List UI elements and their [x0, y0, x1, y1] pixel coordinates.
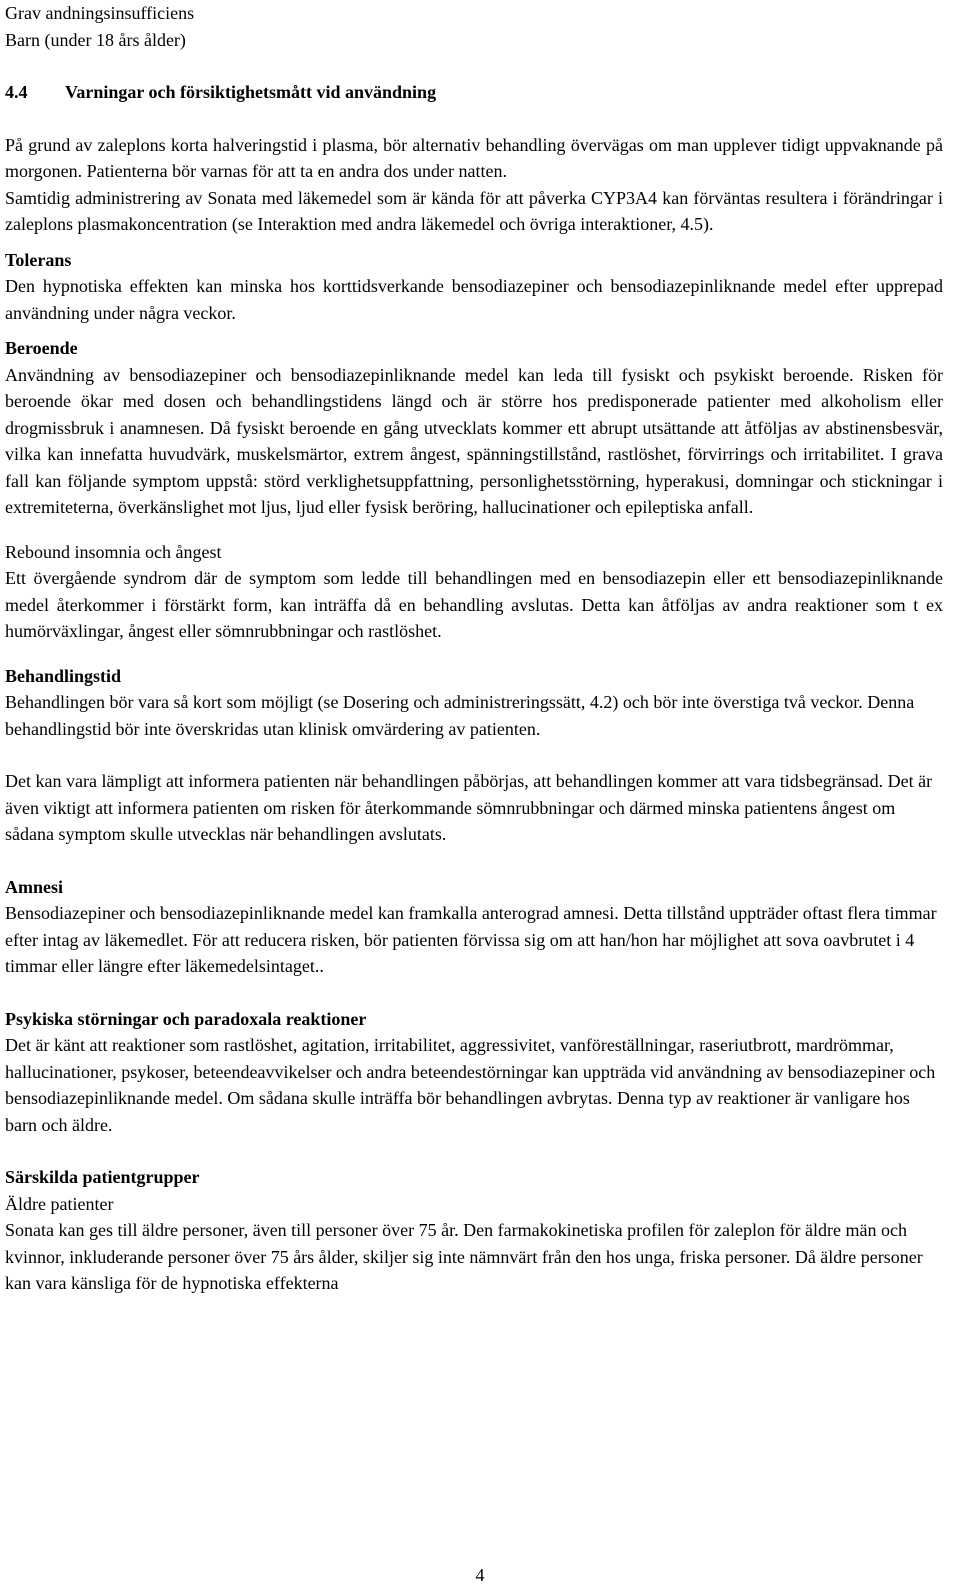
subheading-aldre: Äldre patienter: [5, 1193, 114, 1214]
condition-line: Grav andningsinsufficiens: [5, 3, 195, 23]
document-page: [5, 0, 943, 1297]
heading-beroende: Beroende: [5, 338, 78, 358]
paragraph-behandlingstid: Behandlingen bör vara så kort som möjligt (se Dosering och administreringssätt, 4.2) och bör inte överstiga två veckor. Denna behandlingstid bör inte överskridas utan klinisk omvärdering av patienten.: [5, 692, 915, 739]
paragraph-amnesi: Bensodiazepiner och bensodiazepinliknande medel kan framkalla anterograd amnesi. Detta tillstånd uppträder oftast flera timmar efter intag av läkemedlet. För att reducera risken, bör patienten förvissa sig om att han/hon har möjlighet att sova oavbrutet i 4 timmar eller längre efter läkemedelsintaget..: [5, 903, 937, 976]
heading-rebound: Rebound insomnia och ångest: [5, 541, 222, 562]
section-heading: [5, 79, 943, 106]
heading-psykiska: Psykiska störningar och paradoxala reaktioner: [5, 1008, 367, 1029]
paragraph-beroende: Användning av bensodiazepiner och bensodiazepinliknande medel kan leda till fysiskt och psykiskt beroende. Risken för beroende ökar med dosen och behandlingstidens längd och är större hos predisponerade patienter med alkoholism eller drogmissbruk i anamnesen. Då fysiskt beroende en gång utvecklats kommer ett abrupt utsättande att åtföljas av abstinensbesvär, vilka kan innefatta huvudvärk, muskelsmärtor, extrem ångest, spänningstillstånd, rastlöshet, förvirrings och irritabilitet. I grava fall kan följande symptom uppstå: störd verklighetsuppfattning, personlighetsstörning, hyperakusi, domningar och stickningar i extremiteterna, överkänslighet mot ljus, ljud eller fysisk beröring, hallucinationer och epileptiska anfall.: [5, 364, 943, 517]
heading-sarskilda: Särskilda patientgrupper: [5, 1167, 200, 1187]
paragraph-zaleplon: På grund av zaleplons korta halveringstid i plasma, bör alternativ behandling övervägas om man upplever tidigt uppvaknande på morgonen. Patienterna bör varnas för att ta en andra dos under natten.: [5, 134, 943, 181]
paragraph-behandlingstid-2: Det kan vara lämpligt att informera patienten när behandlingen påbörjas, att behandlingen kommer att vara tidsbegränsad. Det är även viktigt att informera patienten om risken för återkommande sömnrubbningar och därmed minska patientens ångest om sådana symptom skulle utvecklas när behandlingen avslutats.: [5, 771, 933, 844]
condition-line: Barn (under 18 års ålder): [5, 29, 186, 50]
paragraph-rebound: Ett övergående syndrom där de symptom som ledde till behandlingen med en bensodiazepin eller ett bensodiazepinliknande medel återkommer i förstärkt form, kan inträffa då en behandling avslutas. Detta kan åtföljas av andra reaktioner som t ex humörväxlingar, ångest eller sömnrubbningar och rastlöshet.: [5, 568, 943, 641]
page-number: 4: [475, 1565, 485, 1585]
paragraph-tolerans: Den hypnotiska effekten kan minska hos korttidsverkande bensodiazepiner och bensodiazepinliknande medel efter upprepad användning under några veckor.: [5, 276, 943, 323]
paragraph-psykiska: Det är känt att reaktioner som rastlöshet, agitation, irritabilitet, aggressivitet, vanföreställningar, raseriutbrott, mardrömmar, hallucinationer, psykoser, beteendeavvikelser och andra beteendestörningar kan uppträda vid användning av bensodiazepiner och bensodiazepinliknande medel. Om sådana skulle inträffa bör behandlingen avbrytas. Denna typ av reaktioner är vanligare hos barn och äldre.: [5, 1035, 936, 1135]
heading-amnesi: Amnesi: [5, 876, 63, 897]
paragraph-samtidig: Samtidig administrering av Sonata med läkemedel som är kända för att påverka CYP3A4 kan förväntas resultera i förändringar i zaleplons plasmakoncentration (se Interaktion med andra läkemedel och övriga interaktioner, 4.5).: [5, 187, 943, 234]
section-title: Varningar och försiktighetsmått vid användning: [65, 82, 437, 102]
heading-behandlingstid: Behandlingstid: [5, 665, 122, 686]
heading-tolerans: Tolerans: [5, 249, 72, 270]
section-number: 4.4: [5, 82, 28, 102]
paragraph-aldre: Sonata kan ges till äldre personer, även till personer över 75 år. Den farmakokinetiska profilen för zaleplon för äldre män och kvinnor, inkluderande personer över 75 års ålder, skiljer sig inte nämnvärt från den hos unga, friska personer. Då äldre personer kan vara känsliga för de hypnotiska effekterna: [5, 1220, 923, 1293]
